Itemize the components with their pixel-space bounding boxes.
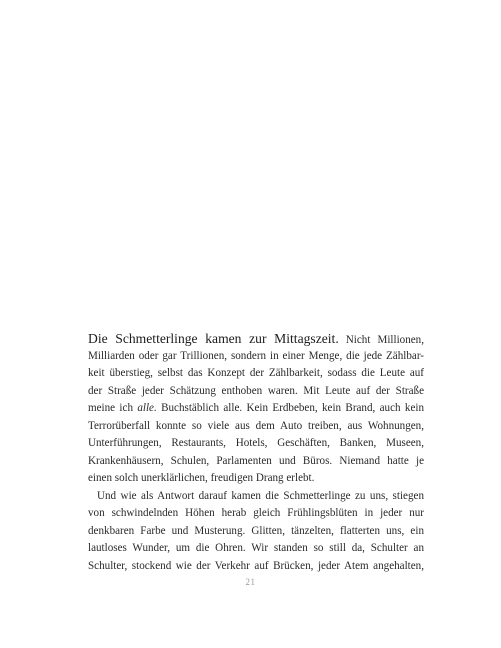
body-text <box>88 330 424 575</box>
text-line-3: keit überstieg, selbst das Konzept der Zählbarkeit, sodass die Leute auf <box>88 367 424 379</box>
text-line-5 <box>88 400 424 418</box>
page-number: 21 <box>245 577 256 587</box>
text-line-1 <box>88 330 424 348</box>
text-line-2: Milliarden oder gar Trillionen, sondern in einer Menge, die jede Zählbar- <box>88 349 424 362</box>
text-line-6: Terrorüberfall konnte so viele aus dem Auto treiben, aus Wohnungen, <box>88 419 424 432</box>
emphasized-word: alle. <box>137 402 157 414</box>
text-line-12: denkbaren Farbe und Musterung. Glitten, tänzelten, flatterten uns, ein <box>88 524 424 537</box>
text-line-1-rest: Nicht Millionen, <box>345 334 424 346</box>
text-line-7: Unterführungen, Restaurants, Hotels, Geschäften, Banken, Museen, <box>88 437 424 449</box>
text-line-10: Und wie als Antwort darauf kamen die Schmetterlinge zu uns, stiegen <box>97 489 424 502</box>
opening-phrase: Die Schmetterlinge kamen zur Mittagszeit. <box>88 331 339 346</box>
text-line-8: Krankenhäusern, Schulen, Parlamenten und Büros. Niemand hatte je <box>88 454 424 467</box>
text-line-4: der Straße jeder Schätzung enthoben waren. Mit Leute auf der Straße <box>88 384 424 397</box>
text-line-5-after: Buchstäblich alle. Kein Erdbeben, kein Brand, auch kein <box>161 402 425 414</box>
text-line-13: lautloses Wunder, um die Ohren. Wir standen so still da, Schulter an <box>88 542 424 554</box>
text-line-5-before: meine ich <box>88 402 133 414</box>
text-line-11: von schwindelnden Höhen herab gleich Frühlingsblüten in jeder nur <box>88 507 424 519</box>
text-line-14: Schulter, stockend wie der Verkehr auf Brücken, jeder Atem angehalten, <box>88 559 424 572</box>
text-line-9: einen solch unerklärlichen, freudigen Drang erlebt. <box>88 472 315 484</box>
